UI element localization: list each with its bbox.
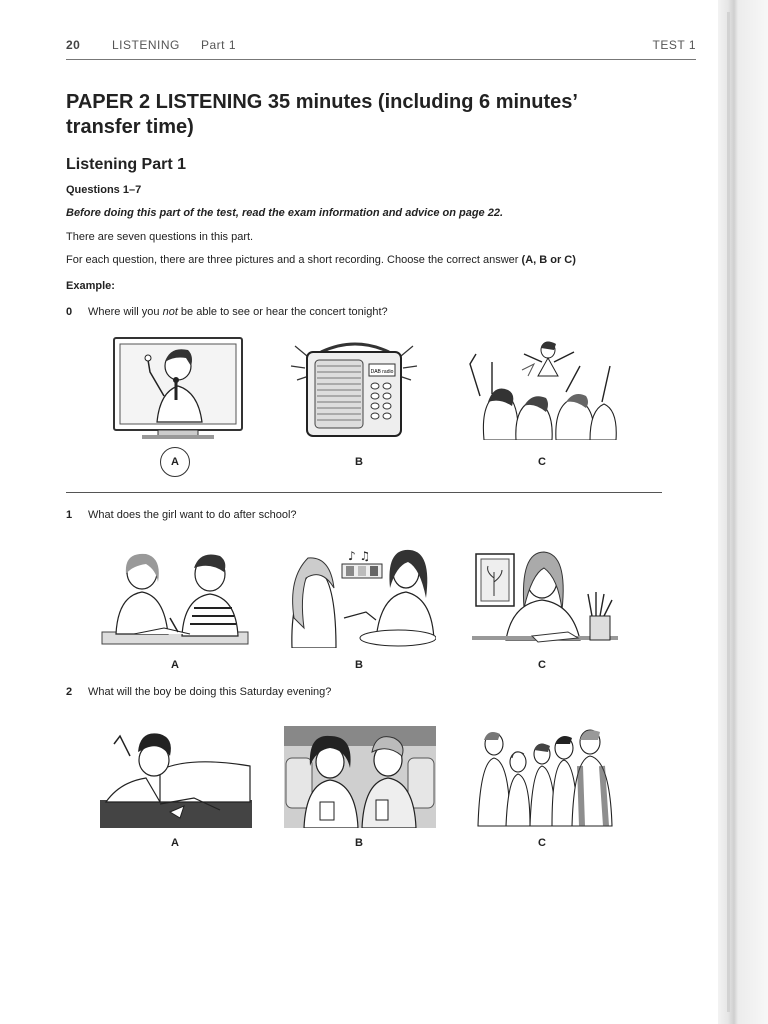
question-0 xyxy=(66,306,388,318)
intro-text-1: There are seven questions in this part. xyxy=(66,231,254,243)
option-c-label: C xyxy=(538,456,546,468)
tv-singer-picture[interactable] xyxy=(112,336,244,440)
part-heading: Listening Part 1 xyxy=(66,156,187,173)
question-1 xyxy=(66,509,297,521)
question-number: 2 xyxy=(66,686,73,698)
section-name: LISTENING xyxy=(112,38,180,52)
girls-chatting-picture[interactable] xyxy=(286,548,436,648)
concert-crowd-picture[interactable] xyxy=(462,336,618,440)
radio-brand-label: DAB radio xyxy=(370,369,394,375)
option-b-label: B xyxy=(355,456,363,468)
book-spine-shadow xyxy=(718,0,768,1024)
intro-text-2 xyxy=(66,254,576,266)
book-spine-edge xyxy=(727,12,730,1012)
question-text: What will the boy be doing this Saturday evening? xyxy=(88,686,332,698)
intro-2-answer-options: (A, B or C) xyxy=(521,254,576,266)
girl-at-desk-picture[interactable] xyxy=(472,548,618,648)
advice-text: Before doing this part of the test, read the exam information and advice on page 22. xyxy=(66,207,504,219)
example-label: Example: xyxy=(66,280,115,292)
running-header xyxy=(66,38,696,52)
test-name: TEST 1 xyxy=(652,38,696,52)
question-number: 0 xyxy=(66,306,73,318)
option-b-label: B xyxy=(355,659,363,671)
question-emphasis: not xyxy=(162,306,178,318)
question-2 xyxy=(66,686,331,698)
option-a-label: A xyxy=(171,456,179,468)
option-c-label: C xyxy=(538,659,546,671)
page-number: 20 xyxy=(66,38,81,52)
part-name: Part 1 xyxy=(201,38,237,52)
svg-text:♪ ♫: ♪ ♫ xyxy=(348,549,371,563)
friends-party-picture[interactable] xyxy=(472,726,620,828)
question-text-prefix: Where will you xyxy=(88,306,163,318)
question-text-suffix: be able to see or hear the concert tonight? xyxy=(177,306,388,318)
paper-title: PAPER 2 LISTENING 35 minutes (including 6 minutes’ transfer time) xyxy=(66,91,577,138)
questions-range: Questions 1–7 xyxy=(66,184,142,196)
question-number: 1 xyxy=(66,509,73,521)
radio-picture[interactable] xyxy=(285,336,423,440)
question-text: What does the girl want to do after school? xyxy=(88,509,297,521)
option-c-label: C xyxy=(538,837,546,849)
header-rule xyxy=(66,59,696,60)
couple-at-cinema-picture[interactable] xyxy=(284,726,436,828)
option-a-label: A xyxy=(171,837,179,849)
option-a-label: A xyxy=(171,659,179,671)
option-b-label: B xyxy=(355,837,363,849)
students-studying-picture[interactable] xyxy=(98,548,250,648)
intro-2-body: For each question, there are three pictures and a short recording. Choose the correct answer xyxy=(66,254,522,266)
example-divider xyxy=(66,492,662,493)
boy-on-sofa-picture[interactable] xyxy=(100,726,252,828)
